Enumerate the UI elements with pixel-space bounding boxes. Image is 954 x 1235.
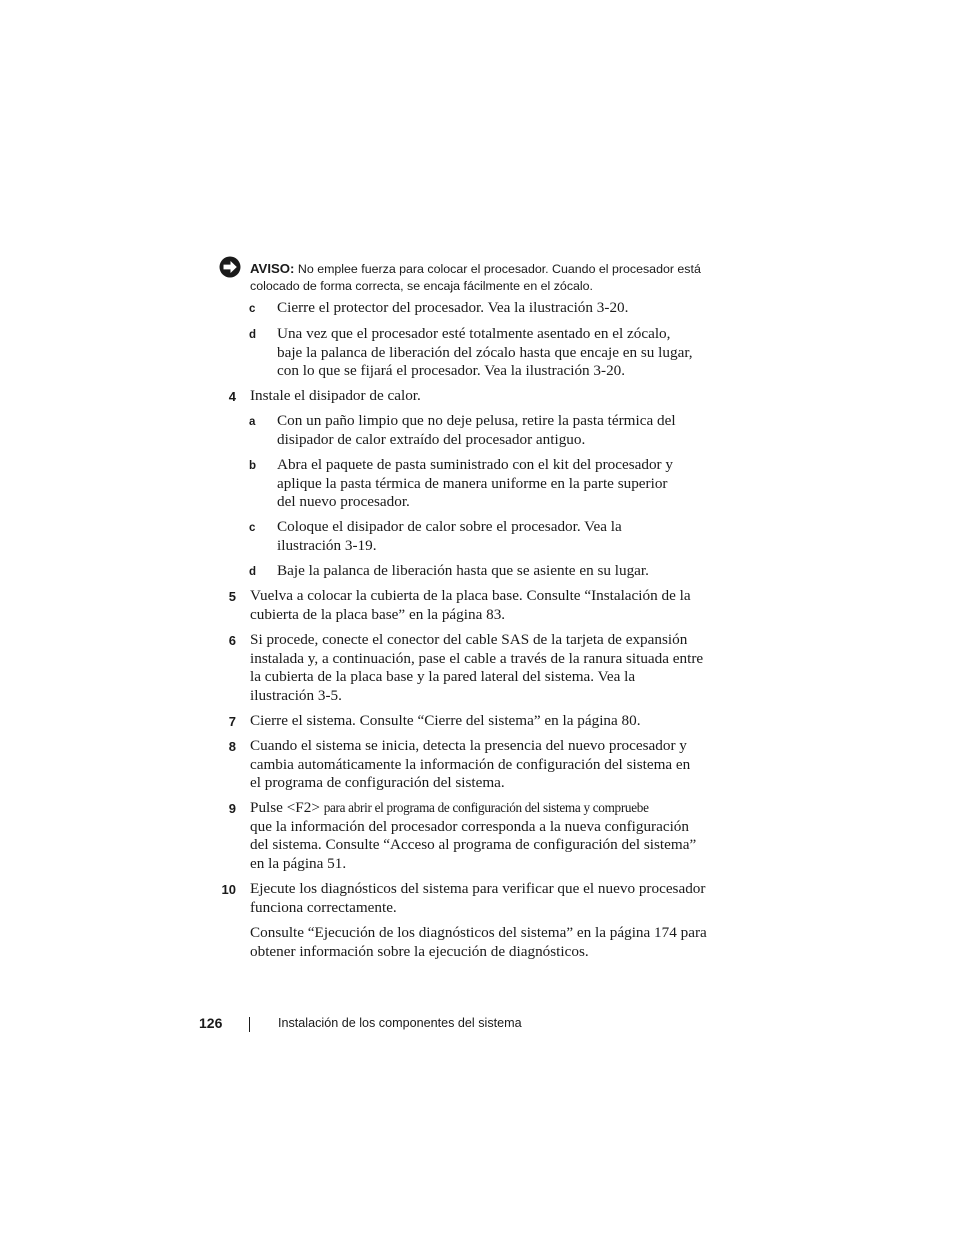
text-fragment: Pulse <F2> [250,799,324,816]
text-line: del nuevo procesador. [277,493,410,511]
notice-text-line: colocado de forma correcta, se encaja fácilmente en el zócalo. [250,279,593,293]
text-line: Baje la palanca de liberación hasta que se asiente en su lugar. [277,562,649,579]
step-text [250,712,641,731]
text-line: Coloque el disipador de calor sobre el procesador. Vea la [277,518,622,535]
page-number: 126 [199,1015,223,1031]
text-line: Si procede, conecte el conector del cable SAS de la tarjeta de expansión [250,631,688,648]
text-line: obtener información sobre la ejecución de diagnósticos. [250,942,589,960]
text-line: Cierre el protector del procesador. Vea la ilustración 3-20. [277,299,629,316]
text-line: Cuando el sistema se inicia, detecta la presencia del nuevo procesador y [250,737,687,754]
text-line: Con un paño limpio que no deje pelusa, retire la pasta térmica del [277,412,676,429]
step-text [250,587,691,624]
text-line: del sistema. Consulte “Acceso al programa de configuración del sistema” [250,836,697,854]
substep-text [277,325,693,381]
text-line: Cierre el sistema. Consulte “Cierre del sistema” en la página 80. [250,712,641,729]
text-line: Instale el disipador de calor. [250,387,421,404]
text-fragment: para abrir el programa de configuración del sistema y compruebe [323,800,649,815]
step-text [250,799,696,874]
text-line: ilustración 3-5. [250,687,342,705]
step-number: 9 [228,801,236,816]
text-line: aplique la pasta térmica de manera uniforme en la parte superior [277,474,668,492]
substep-text [277,562,649,581]
step-text [250,387,421,406]
notice-label: AVISO: [250,261,295,276]
text-line: funciona correctamente. [250,898,397,916]
text-line: Consulte “Ejecución de los diagnósticos del sistema” en la página 174 para [250,924,707,941]
substep-text [277,518,622,555]
substep-marker: d [249,329,257,341]
text-line: Ejecute los diagnósticos del sistema para verificar que el nuevo procesador [250,880,706,897]
text-line: Abra el paquete de pasta suministrado con el kit del procesador y [277,456,674,473]
step-number: 6 [228,633,236,648]
substep-marker: a [249,416,256,428]
text-line: Vuelva a colocar la cubierta de la placa base. Consulte “Instalación de la [250,587,691,604]
step-number: 4 [228,389,236,404]
substep-marker: b [249,460,257,472]
footer-divider [249,1017,250,1032]
text-line: cambia automáticamente la información de configuración del sistema en [250,755,691,773]
text-line: instalada y, a continuación, pase el cable a través de la ranura situada entre [250,649,704,667]
step-number: 7 [228,714,236,729]
substep-marker: c [249,303,256,315]
text-line: la cubierta de la placa base y la pared lateral del sistema. Vea la [250,668,636,686]
text-line: baje la palanca de liberación del zócalo hasta que encaje en su lugar, [277,343,693,361]
text-line: cubierta de la placa base” en la página 83. [250,605,506,623]
substep-text [277,299,628,318]
step-paragraph [250,924,707,961]
substep-text [277,456,673,512]
step-text [250,631,703,706]
step-number: 5 [228,589,236,604]
text-line: ilustración 3-19. [277,536,377,554]
substep-marker: c [249,522,256,534]
notice-text-line: No emplee fuerza para colocar el procesador. Cuando el procesador está [297,262,701,276]
notice [250,260,720,295]
step-text [250,880,705,917]
text-line: disipador de calor extraído del procesador antiguo. [277,430,586,448]
step-number: 10 [221,882,236,897]
footer-section-title: Instalación de los componentes del sistema [278,1016,522,1030]
text-line: que la información del procesador corresponda a la nueva configuración [250,817,689,835]
text-line: el programa de configuración del sistema. [250,774,505,792]
step-text [250,737,690,793]
notice-arrow-icon [219,256,241,278]
text-line: en la página 51. [250,855,347,873]
step-number: 8 [228,739,236,754]
substep-text [277,412,676,449]
text-line: Una vez que el procesador esté totalmente asentado en el zócalo, [277,325,671,342]
substep-marker: d [249,566,257,578]
text-line: con lo que se fijará el procesador. Vea la ilustración 3-20. [277,362,626,380]
